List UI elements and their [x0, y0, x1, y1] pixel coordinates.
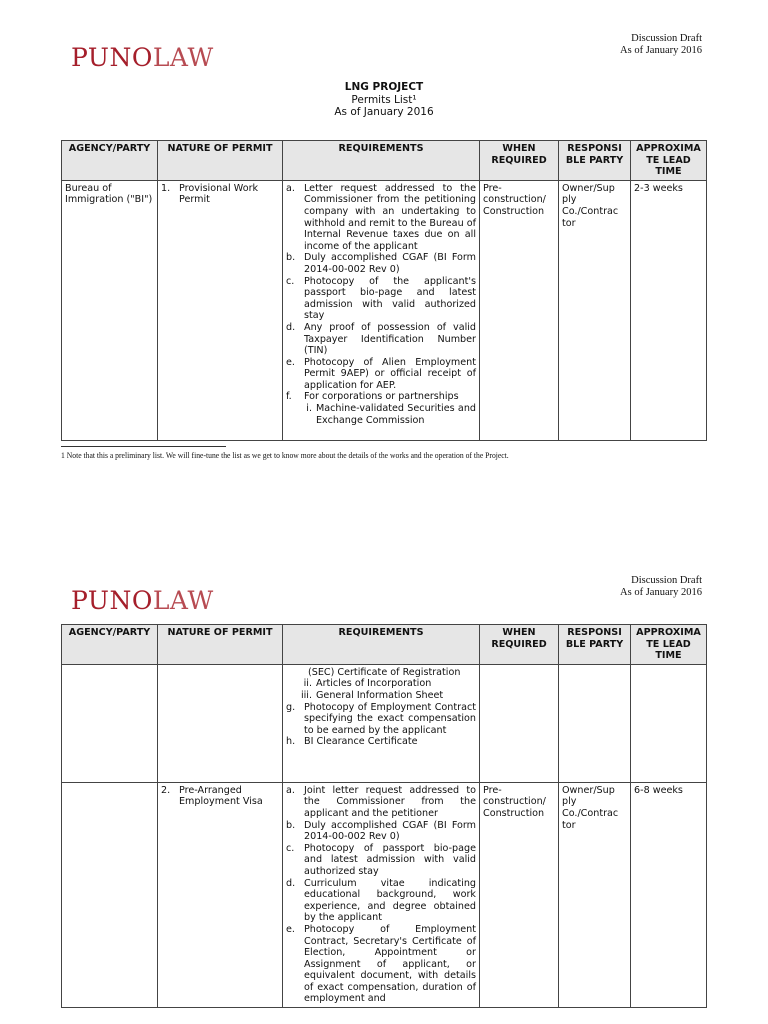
- footnote-divider: [61, 446, 226, 447]
- req-text: Letter request addressed to the Commissioner from the petitioning company with an undertaking to withhold and remit to the Bureau of Internal Revenue taxes due on all income of the applicant: [304, 182, 476, 252]
- req-marker: b.: [286, 252, 296, 264]
- footnote-text: Note that this a preliminary list. We will fine-tune the list as we get to know more about the details of the works and the operation of the Project.: [66, 450, 509, 460]
- req-marker: a.: [286, 182, 295, 194]
- req-marker: a.: [286, 784, 295, 796]
- agency-cell: [62, 664, 158, 782]
- draft-label: Discussion Draft: [631, 575, 702, 586]
- requirements-cell: [283, 180, 480, 440]
- requirements-cell: [283, 664, 480, 782]
- req-text: Curriculum vitae indicating educational background, work experience, and degree obtained by the applicant: [304, 877, 476, 924]
- sub-req-text: Machine-validated Securities and Exchange Commission: [316, 403, 476, 426]
- table-header-row: [62, 141, 707, 181]
- header-agency: AGENCY/PARTY: [62, 141, 158, 181]
- agency-cell: [62, 782, 158, 1007]
- header-nature: NATURE OF PERMIT: [158, 141, 283, 181]
- header-party: RESPONSI BLE PARTY: [559, 141, 631, 181]
- firm-logo: PUNOLAW: [71, 586, 214, 615]
- sub-req-marker: iii.: [300, 689, 312, 701]
- req-text: Photocopy of Alien Employment Permit 9AEP) or official receipt of application for AEP.: [304, 356, 476, 391]
- req-text: Photocopy of the applicant's passport bio-page and latest admission with valid authorized stay: [304, 275, 476, 322]
- header-when: WHEN REQUIRED: [480, 625, 559, 665]
- req-marker: h.: [286, 736, 296, 748]
- sub-req-text: General Information Sheet: [316, 689, 444, 701]
- permit-cell: [158, 782, 283, 1007]
- req-marker: d.: [286, 877, 296, 889]
- permit-cell: [158, 664, 283, 782]
- req-text: Photocopy of Employment Contract, Secretary's Certificate of Election, Appointment or Assignment of applicant, or equivalent document, with details of exact compensation, duration of employment and: [304, 923, 476, 1005]
- when-cell: Pre-construction/ Construction: [480, 782, 559, 1007]
- when-cell: [480, 664, 559, 782]
- party-cell: Owner/Sup ply Co./Contrac tor: [559, 782, 631, 1007]
- footnote: [61, 450, 509, 460]
- party-cell: Owner/Sup ply Co./Contrac tor: [559, 180, 631, 440]
- header-lead-time: APPROXIMA TE LEAD TIME: [631, 625, 707, 665]
- req-marker: d.: [286, 321, 296, 333]
- permit-name: Pre-Arranged Employment Visa: [179, 784, 263, 808]
- document-title: [0, 81, 768, 119]
- req-marker: c.: [286, 275, 295, 287]
- draft-date: As of January 2016: [620, 45, 702, 56]
- req-text: Duly accomplished CGAF (BI Form 2014-00-002 Rev 0): [304, 819, 476, 843]
- firm-logo: PUNOLAW: [71, 43, 214, 72]
- header-requirements: REQUIREMENTS: [283, 625, 480, 665]
- permit-number: 2.: [161, 784, 171, 796]
- draft-label: Discussion Draft: [631, 33, 702, 44]
- req-text: For corporations or partnerships: [304, 391, 459, 403]
- sub-req-marker: i.: [306, 403, 312, 415]
- header-when: WHEN REQUIRED: [480, 141, 559, 181]
- when-cell: Pre-construction/ Construction: [480, 180, 559, 440]
- table-row: [62, 180, 707, 440]
- permits-table-continued: [61, 624, 707, 1008]
- req-text: Any proof of possession of valid Taxpayer Identification Number (TIN): [304, 321, 476, 357]
- req-marker: c.: [286, 842, 295, 854]
- lead-time-cell: 6-8 weeks: [631, 782, 707, 1007]
- header-nature: NATURE OF PERMIT: [158, 625, 283, 665]
- draft-stamp: [620, 575, 702, 599]
- permit-name: Provisional Work Permit: [179, 182, 259, 206]
- header-agency: AGENCY/PARTY: [62, 625, 158, 665]
- header-party: RESPONSI BLE PARTY: [559, 625, 631, 665]
- req-marker: g.: [286, 701, 296, 713]
- table-row: [62, 782, 707, 1007]
- party-cell: [559, 664, 631, 782]
- req-text: Duly accomplished CGAF (BI Form 2014-00-002 Rev 0): [304, 252, 476, 275]
- req-text: BI Clearance Certificate: [304, 736, 418, 748]
- req-text: Joint letter request addressed to the Commissioner from the applicant and the petitioner: [304, 784, 476, 819]
- req-marker: b.: [286, 819, 296, 831]
- permits-table: [61, 140, 707, 441]
- permit-cell: [158, 180, 283, 440]
- req-text: Photocopy of Employment Contract specifying the exact compensation to be earned by the applicant: [304, 701, 476, 736]
- header-requirements: REQUIREMENTS: [283, 141, 480, 181]
- sub-req-text: Articles of Incorporation: [316, 678, 432, 690]
- lead-time-cell: [631, 664, 707, 782]
- list-date: As of January 2016: [334, 106, 434, 118]
- list-title: Permits List¹: [351, 93, 417, 106]
- req-marker: f.: [286, 391, 292, 403]
- table-header-row: [62, 625, 707, 665]
- req-marker: e.: [286, 923, 295, 935]
- footnote-mark: 1: [61, 450, 65, 460]
- table-row: [62, 664, 707, 782]
- page-gap: [0, 520, 768, 565]
- agency-cell: Bureau of Immigration ("BI"): [62, 180, 158, 440]
- sub-req-marker: ii.: [303, 678, 312, 690]
- lead-time-cell: 2-3 weeks: [631, 180, 707, 440]
- req-continuation: (SEC) Certificate of Registration: [308, 666, 461, 678]
- req-marker: e.: [286, 356, 295, 368]
- req-text: Photocopy of passport bio-page and latest admission with valid authorized stay: [304, 842, 476, 877]
- document-page-2: [0, 565, 768, 1024]
- header-lead-time: APPROXIMA TE LEAD TIME: [631, 141, 707, 181]
- project-title: LNG PROJECT: [344, 81, 424, 93]
- requirements-cell: [283, 782, 480, 1007]
- permit-number: 1.: [161, 182, 171, 194]
- draft-stamp: [620, 33, 702, 57]
- draft-date: As of January 2016: [620, 587, 702, 598]
